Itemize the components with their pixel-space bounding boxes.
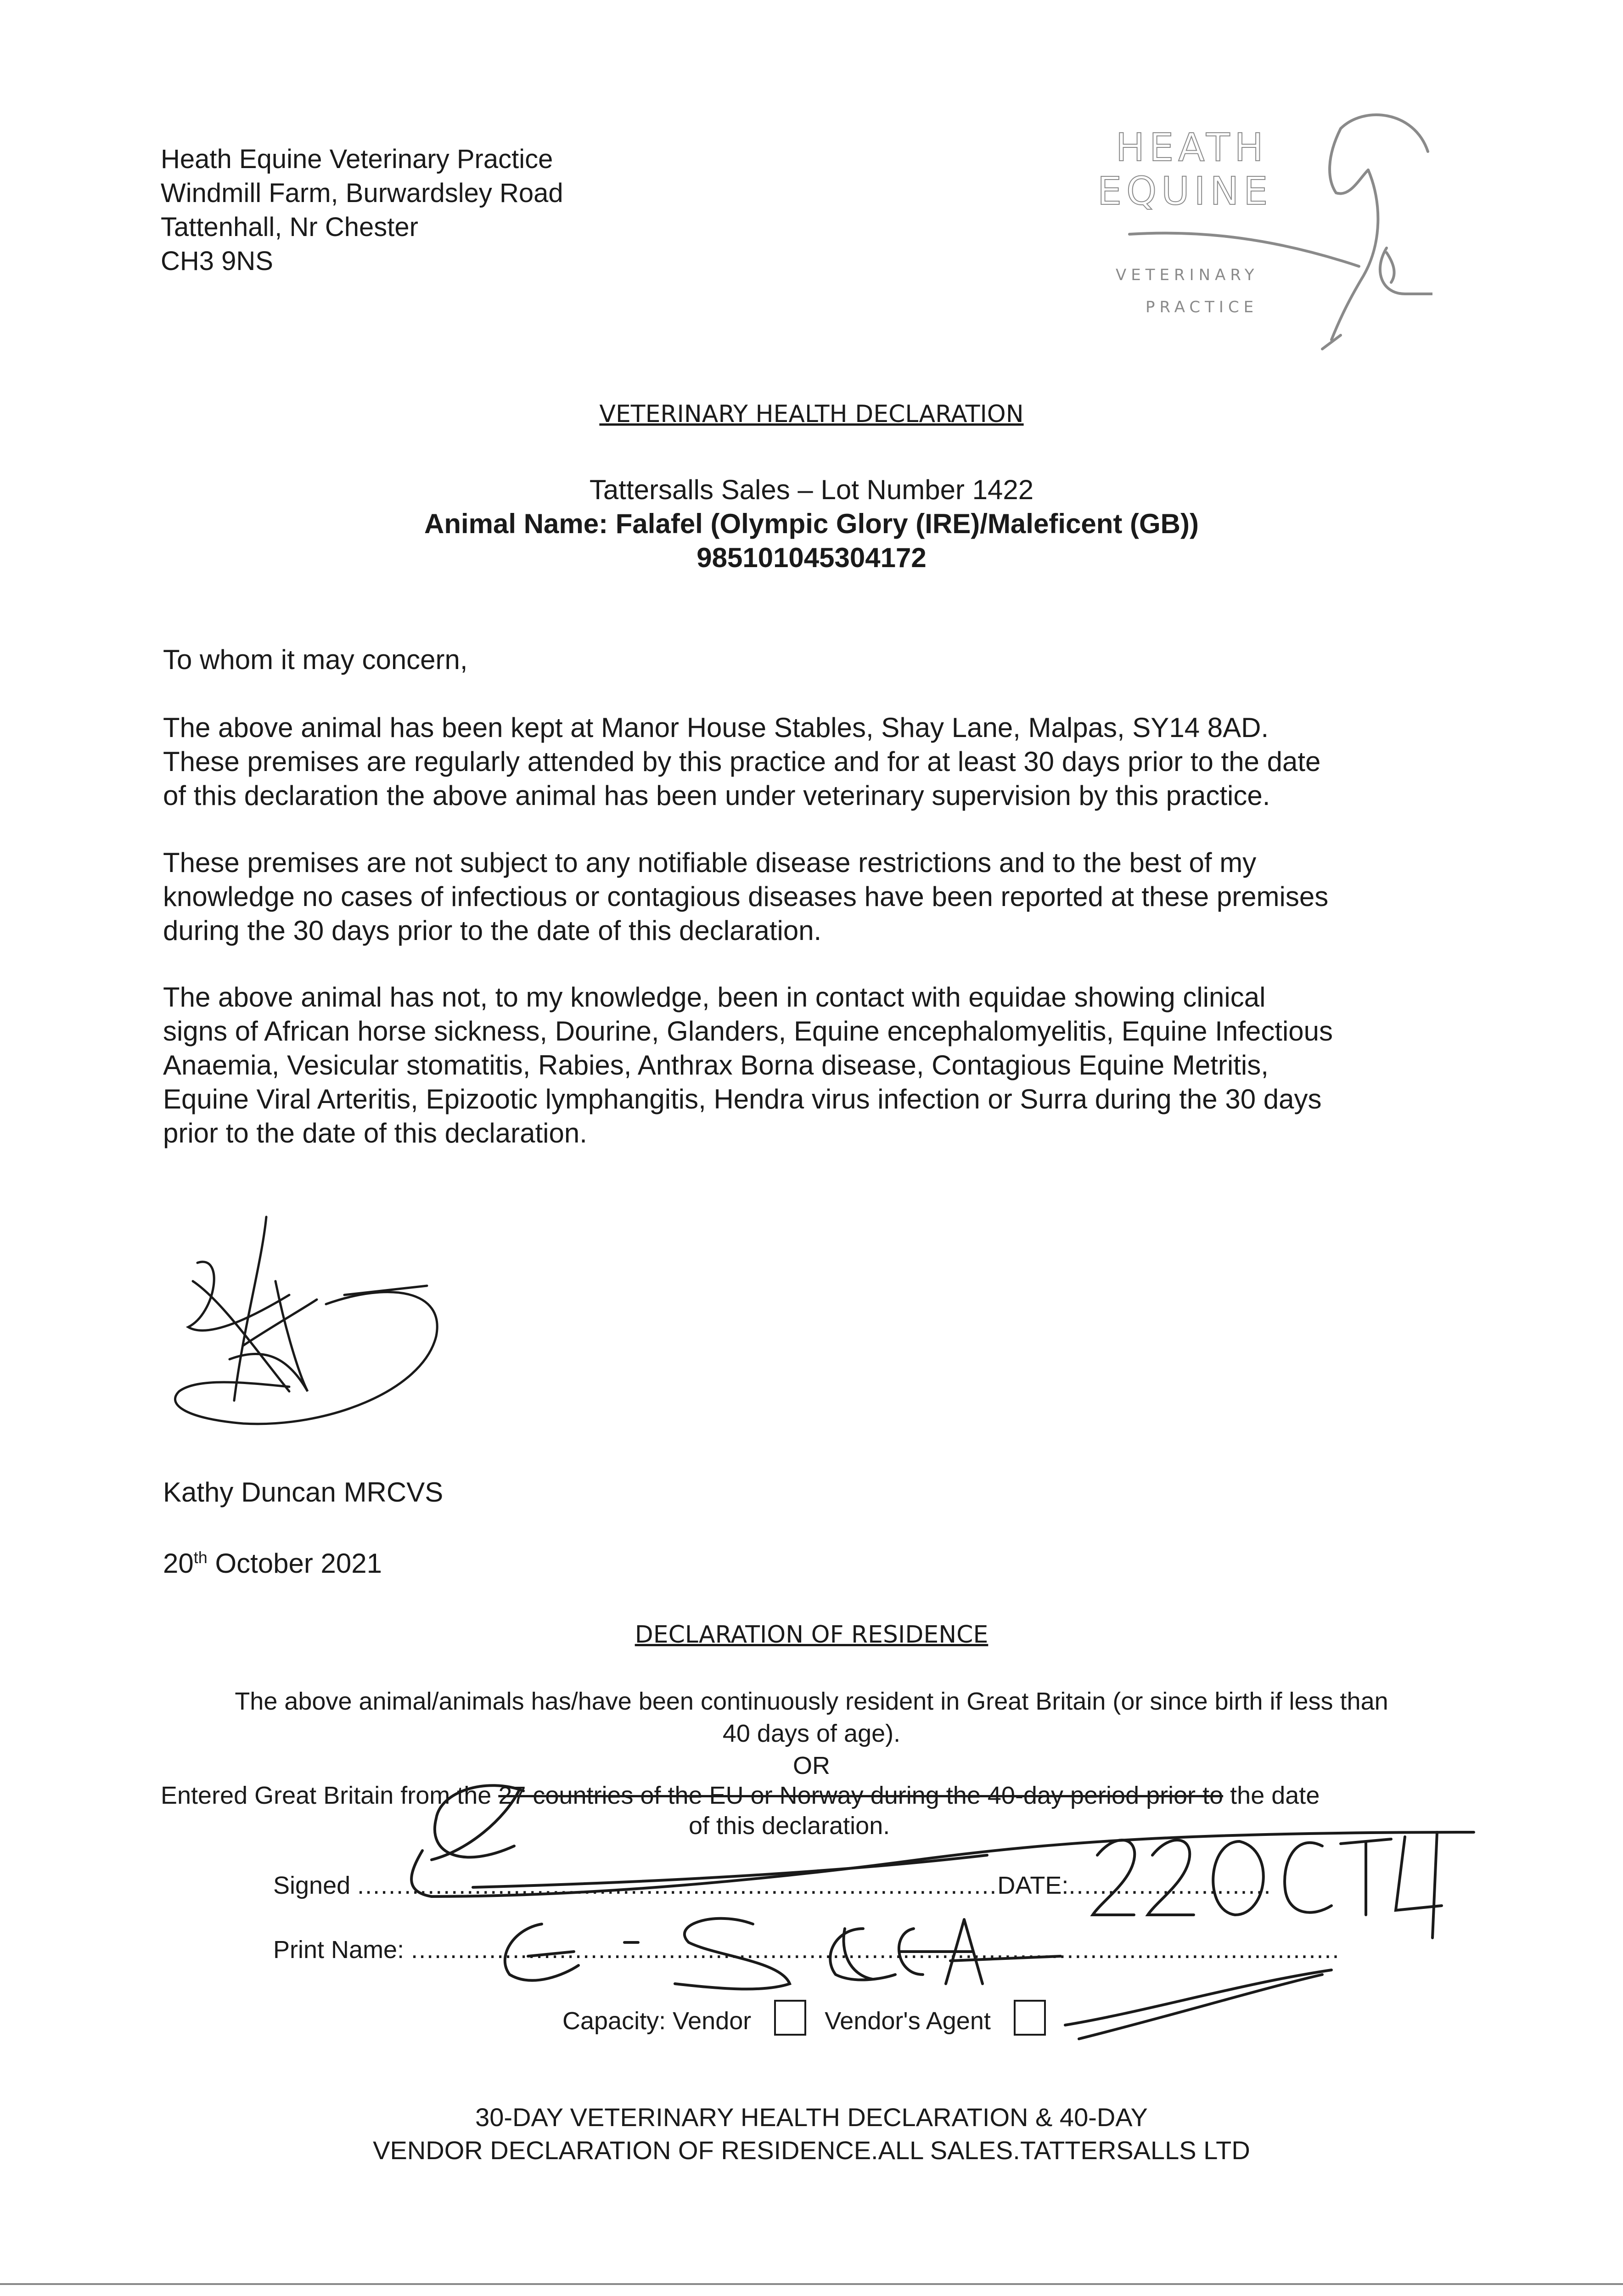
entered-post: the date (1223, 1782, 1320, 1809)
signed-label: Signed (273, 1872, 351, 1899)
declaration-date (163, 1548, 382, 1579)
print-name-field[interactable] (273, 1936, 1340, 1964)
signed-field[interactable] (273, 1871, 1272, 1900)
lot-header (0, 473, 1623, 575)
paragraph-line: These premises are regularly attended by this practice and for at least 30 days prior to the date (163, 746, 1321, 777)
logo-word: HEATH (1116, 125, 1268, 170)
animal-name-line: Animal Name: Falafel (Olympic Glory (IRE)/Maleficent (GB)) (424, 508, 1199, 539)
entered-pre: Entered Great Britain from the (161, 1782, 499, 1809)
address-line: Heath Equine Veterinary Practice (161, 144, 553, 174)
microchip-number: 985101045304172 (696, 542, 927, 573)
entered-statement-line2: of this declaration. (689, 1812, 890, 1840)
logo-word: VETERINARY (1116, 266, 1259, 284)
date-day: 20 (163, 1548, 194, 1579)
paragraph-line: knowledge no cases of infectious or contagious diseases have been reported at these premises (163, 881, 1329, 912)
paragraph-line: of this declaration the above animal has been under veterinary supervision by this practice. (163, 780, 1270, 811)
paragraph-contact (163, 980, 1476, 1150)
paragraph-line: during the 30 days prior to the date of this declaration. (163, 915, 822, 946)
practice-logo (1065, 101, 1432, 358)
date-label: DATE: (997, 1872, 1069, 1899)
capacity-vendor-label: Capacity: Vendor (562, 2007, 752, 2035)
signed-dots: .................................................................................. (357, 1872, 998, 1899)
paragraph-line: These premises are not subject to any notifiable disease restrictions and to the best of my (163, 847, 1257, 878)
footer-line: VENDOR DECLARATION OF RESIDENCE.ALL SALES.TATTERSALLS LTD (373, 2136, 1250, 2165)
date-dots: .......................... (1068, 1872, 1272, 1899)
paragraph-line: prior to the date of this declaration. (163, 1118, 587, 1148)
vendor-agent-checkbox[interactable] (1014, 2000, 1046, 2036)
paragraph-premises (163, 711, 1476, 813)
logo-word: EQUINE (1097, 169, 1273, 214)
signer-name: Kathy Duncan MRCVS (163, 1477, 444, 1508)
print-name-label: Print Name: (273, 1936, 404, 1964)
address-line: Tattenhall, Nr Chester (161, 212, 418, 242)
salutation: To whom it may concern, (163, 644, 468, 675)
or-separator: OR (793, 1752, 830, 1779)
vendor-agent-label: Vendor's Agent (825, 2007, 991, 2035)
paragraph-restrictions (163, 846, 1476, 948)
address-line: CH3 9NS (161, 246, 273, 276)
paragraph-line: The above animal has been kept at Manor House Stables, Shay Lane, Malpas, SY14 8AD. (163, 712, 1269, 743)
paragraph-line: Anaemia, Vesicular stomatitis, Rabies, Anthrax Borna disease, Contagious Equine Metritis, (163, 1050, 1269, 1080)
scan-edge-line (0, 2283, 1623, 2285)
residence-statement (0, 1685, 1623, 1750)
entered-statement (161, 1779, 1320, 1812)
paragraph-line: signs of African horse sickness, Dourine, Glanders, Equine encephalomyelitis, Equine Infectious (163, 1016, 1333, 1047)
residence-declaration-heading: DECLARATION OF RESIDENCE (635, 1621, 988, 1649)
practice-address (161, 142, 563, 278)
document-footer (0, 2101, 1623, 2167)
print-name-dots: ....................................................................................................................... (411, 1936, 1340, 1964)
paragraph-line: The above animal has not, to my knowledge, been in contact with equidae showing clinical (163, 982, 1266, 1013)
vet-signature (152, 1208, 445, 1446)
residence-line: The above animal/animals has/have been continuously resident in Great Britain (or since birth if less than (235, 1688, 1388, 1715)
sale-lot-line: Tattersalls Sales – Lot Number 1422 (589, 474, 1034, 505)
residence-line: 40 days of age). (722, 1720, 901, 1747)
date-month-year: October 2021 (207, 1548, 382, 1579)
paragraph-line: Equine Viral Arteritis, Epizootic lymphangitis, Hendra virus infection or Surra during the 30 days (163, 1084, 1322, 1114)
capacity-field (562, 2000, 1064, 2036)
address-line: Windmill Farm, Burwardsley Road (161, 178, 563, 208)
health-declaration-heading: VETERINARY HEALTH DECLARATION (599, 400, 1024, 428)
footer-line: 30-DAY VETERINARY HEALTH DECLARATION & 40-DAY (475, 2103, 1148, 2132)
vendor-checkbox[interactable] (774, 2000, 806, 2036)
entered-struck-text: 27 countries of the EU or Norway during the 40-day period prior to (498, 1782, 1224, 1809)
logo-word: PRACTICE (1146, 298, 1258, 316)
date-suffix: th (193, 1548, 208, 1567)
